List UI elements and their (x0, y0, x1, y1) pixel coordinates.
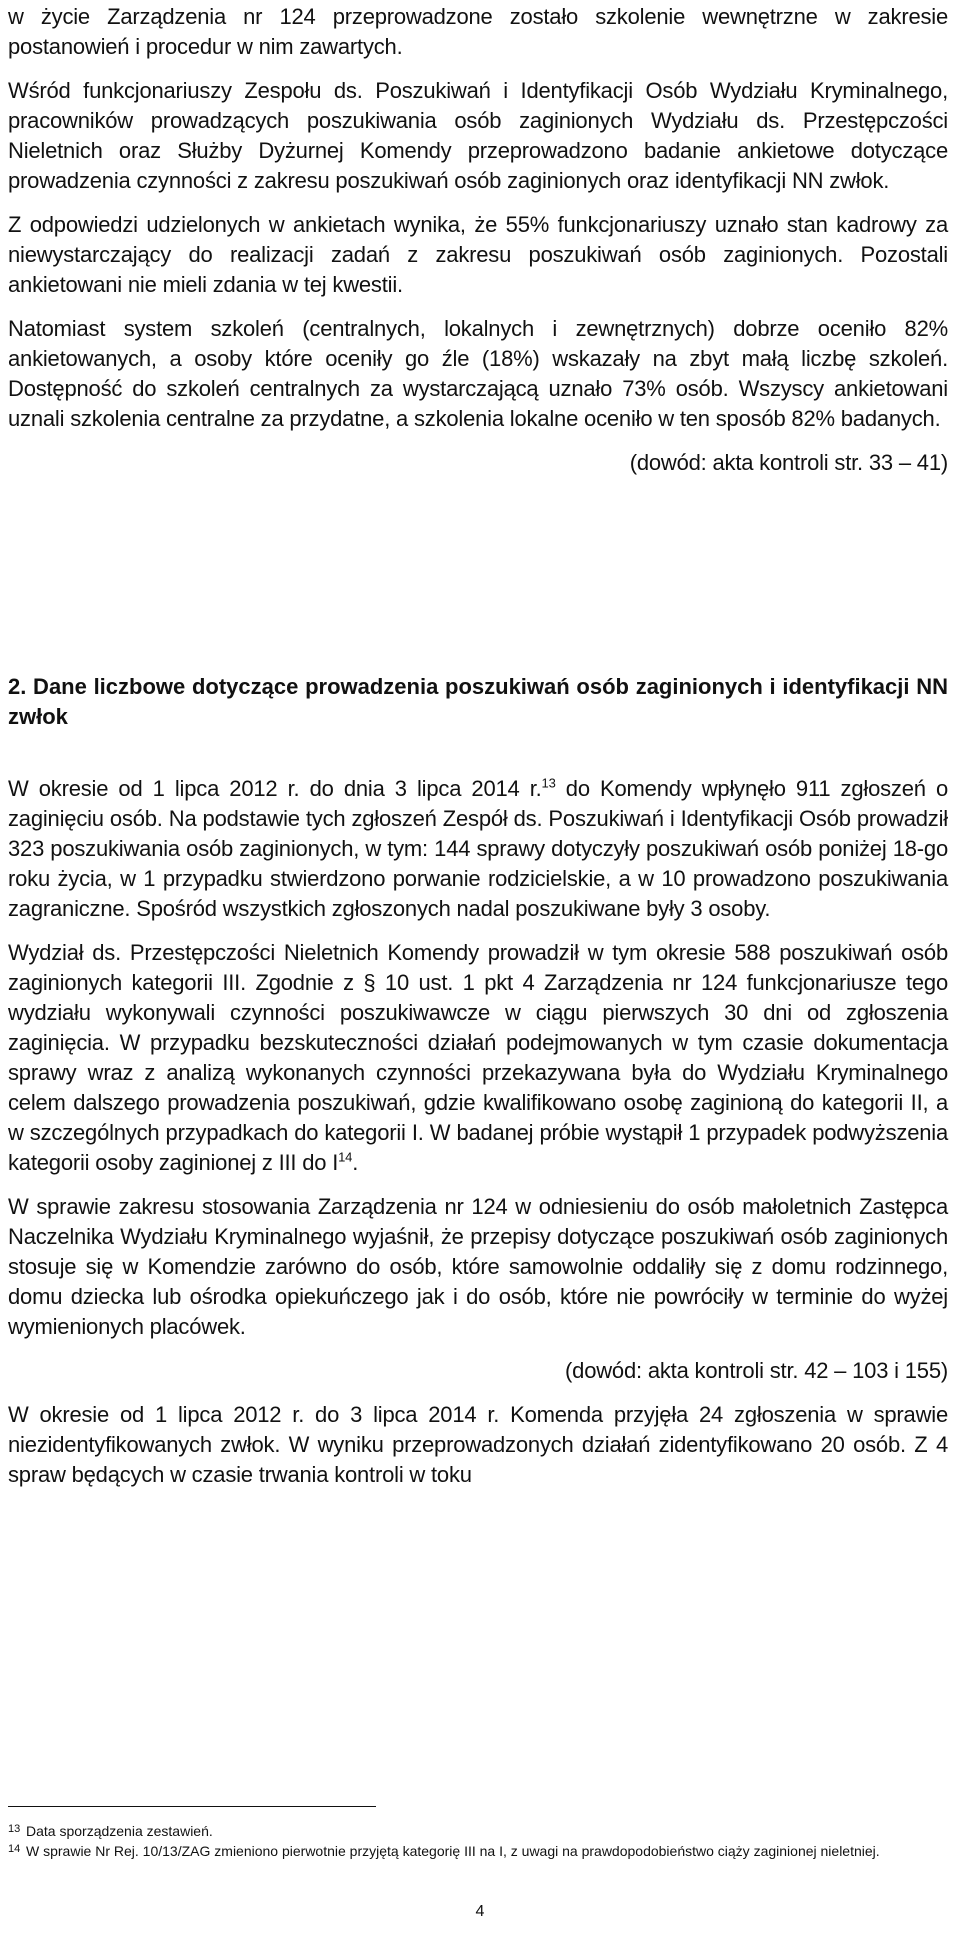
paragraph-8: W okresie od 1 lipca 2012 r. do 3 lipca 2014 r. Komenda przyjęła 24 zgłoszenia w sprawie niezidentyfikowanych zwłok. W wyniku przeprowadzonych działań zidentyfikowano 20 osób. Z 4 spraw będących w czasie trwania kontroli w toku (8, 1402, 948, 1487)
page-number: 4 (475, 1903, 485, 1920)
footnote-14 (8, 1842, 948, 1860)
paragraph-5-start: W okresie od 1 lipca 2012 r. do dnia 3 lipca 2014 r. (8, 776, 542, 801)
footnote-ref-14: 14 (338, 1149, 353, 1165)
footnote-13-number: 13 (8, 1823, 21, 1835)
paragraph-5-rest: do Komendy wpłynęło 911 zgłoszeń o zaginięciu osób. Na podstawie tych zgłoszeń Zespół ds. Poszukiwań i Identyfikacji Osób prowadził 323 poszukiwania osób zaginionych, w tym: 144 sprawy dotyczyły poszukiwań osób poniżej 18-go roku życia, w 1 przypadku stwierdzono porwanie rodzicielskie, a w 10 prowadzono poszukiwania zagraniczne. Spośród wszystkich zgłoszonych nadal poszukiwane były 3 osoby. (8, 776, 948, 921)
footnote-13-text: Data sporządzenia zestawień. (26, 1823, 213, 1839)
paragraph-7: W sprawie zakresu stosowania Zarządzenia nr 124 w odniesieniu do osób małoletnich Zastępca Naczelnika Wydziału Kryminalnego wyjaśnił, że przepisy dotyczące poszukiwań osób zaginionych stosuje się w Komendzie zarówno do osób, które samowolnie oddaliły się z domu rodzinnego, domu dziecka lub ośrodka opiekuńczego jak i do osób, które nie powróciły w terminie do wyżej wymienionych placówek. (8, 1194, 948, 1339)
paragraph-1: w życie Zarządzenia nr 124 przeprowadzone zostało szkolenie wewnętrzne w zakresie postanowień i procedur w nim zawartych. (8, 4, 948, 59)
section-heading: 2. Dane liczbowe dotyczące prowadzenia poszukiwań osób zaginionych i identyfikacji NN zwłok (8, 674, 948, 729)
paragraph-6-end: . (352, 1150, 359, 1175)
paragraph-4: Natomiast system szkoleń (centralnych, lokalnych i zewnętrznych) dobrze oceniło 82% ankietowanych, a osoby które oceniły go źle (18%) wskazały na zbyt małą liczbę szkoleń. Dostępność do szkoleń centralnych za wystarczającą uznało 73% osób. Wszyscy ankietowani uznali szkolenia centralne za przydatne, a szkolenia lokalne oceniło w ten sposób 82% badanych. (8, 316, 948, 431)
evidence-note-1: (dowód: akta kontroli str. 33 – 41) (629, 450, 948, 475)
paragraph-6-text: Wydział ds. Przestępczości Nieletnich Komendy prowadził w tym okresie 588 poszukiwań osób zaginionych kategorii III. Zgodnie z § 10 ust. 1 pkt 4 Zarządzenia nr 124 funkcjonariusze tego wydziału wykonywali czynności poszukiwawcze w ciągu pierwszych 30 dni od zgłoszenia zaginięcia. W przypadku bezskuteczności działań podejmowanych w tym czasie dokumentacja sprawy wraz z analizą wykonanych czynności przekazywana była do Wydziału Kryminalnego celem dalszego prowadzenia poszukiwań, gdzie kwalifikowano osobę zaginioną do kategorii II, a w szczególnych przypadkach do kategorii I. W badanej próbie wystąpił 1 przypadek podwyższenia kategorii osoby zaginionej z III do I (8, 940, 948, 1175)
text-block-middle (8, 774, 948, 1490)
footnote-13 (8, 1822, 948, 1840)
footnote-divider (8, 1806, 376, 1807)
footnote-ref-13: 13 (541, 775, 556, 791)
paragraph-2: Wśród funkcjonariuszy Zespołu ds. Poszukiwań i Identyfikacji Osób Wydziału Kryminalnego, pracowników prowadzących poszukiwania osób zaginionych Wydziału ds. Przestępczości Nieletnich oraz Służby Dyżurnej Komendy przeprowadzono badanie ankietowe dotyczące prowadzenia czynności z zakresu poszukiwań osób zaginionych oraz identyfikacji NN zwłok. (8, 78, 948, 193)
paragraph-3: Z odpowiedzi udzielonych w ankietach wynika, że 55% funkcjonariuszy uznało stan kadrowy za niewystarczający do realizacji zadań z zakresu poszukiwań osób zaginionych. Pozostali ankietowani nie mieli zdania w tej kwestii. (8, 212, 948, 297)
evidence-note-2: (dowód: akta kontroli str. 42 – 103 i 155) (565, 1358, 948, 1383)
footnote-14-text: W sprawie Nr Rej. 10/13/ZAG zmieniono pierwotnie przyjętą kategorię III na I, z uwagi na prawdopodobieństwo ciąży zaginionej nieletniej. (26, 1843, 880, 1859)
footnote-14-number: 14 (8, 1843, 21, 1855)
paragraph-6 (8, 938, 948, 1178)
paragraph-5 (8, 774, 948, 924)
text-block-top (8, 2, 948, 478)
